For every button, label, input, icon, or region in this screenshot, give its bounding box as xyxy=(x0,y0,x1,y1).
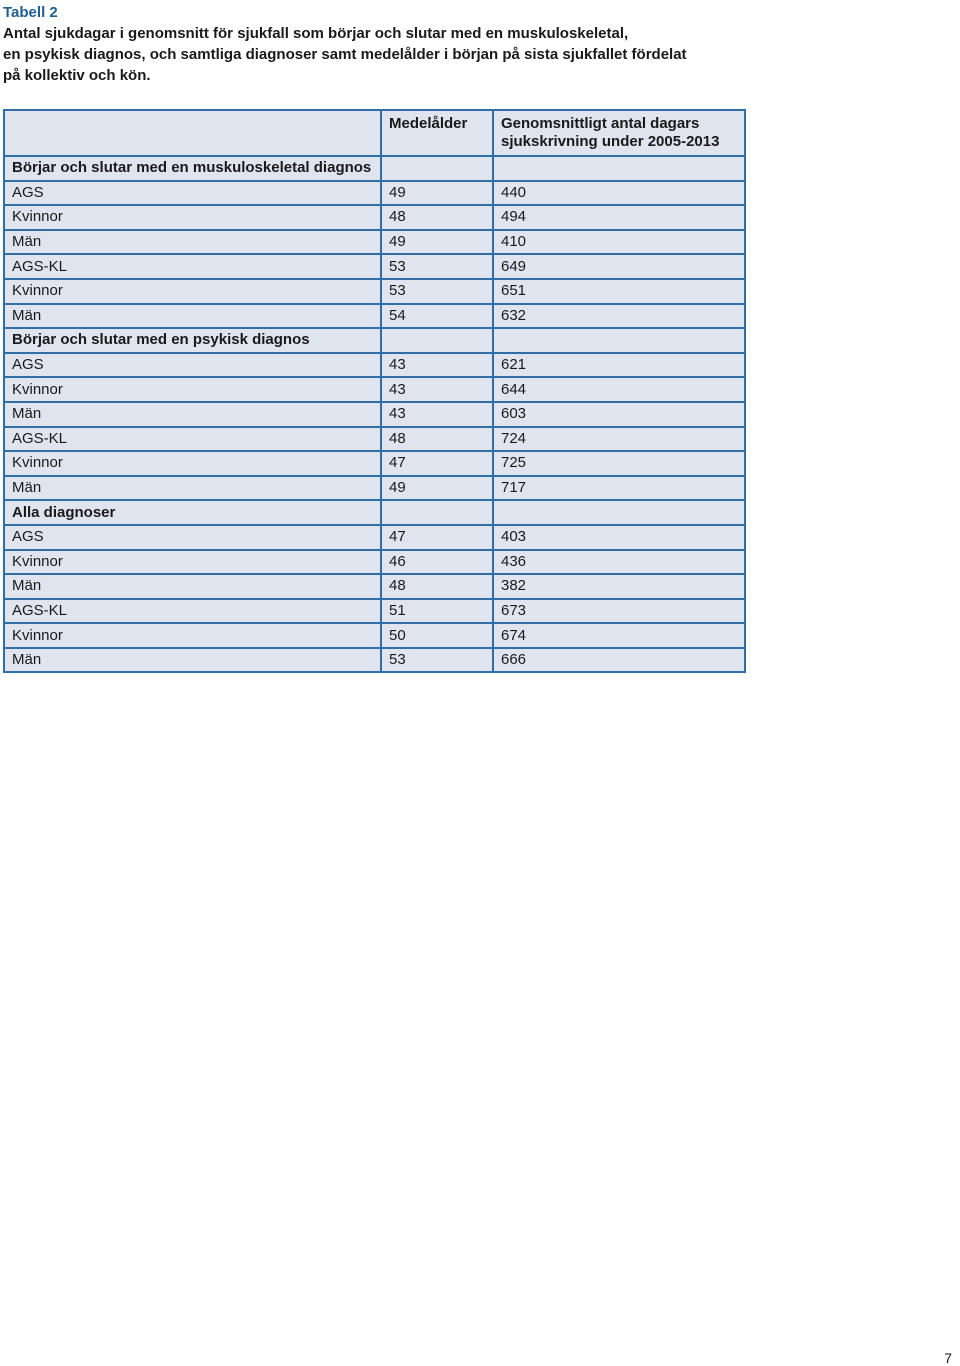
page-number: 7 xyxy=(944,1350,952,1366)
mean-age-cell: 49 xyxy=(381,476,493,501)
mean-age-cell: 48 xyxy=(381,205,493,230)
table-row xyxy=(4,599,745,624)
table-row xyxy=(4,623,745,648)
row-label: AGS xyxy=(4,525,381,550)
caption-line: Antal sjukdagar i genomsnitt för sjukfall som börjar och slutar med en muskuloskeletal, xyxy=(3,25,629,42)
row-label: Män xyxy=(4,574,381,599)
table-row xyxy=(4,451,745,476)
row-label: AGS xyxy=(4,181,381,206)
avg-days-cell: 644 xyxy=(493,377,745,402)
table-body xyxy=(4,156,745,672)
row-label: Män xyxy=(4,402,381,427)
section-header-row xyxy=(4,328,745,353)
row-label: Kvinnor xyxy=(4,205,381,230)
section-title: Börjar och slutar med en muskuloskeletal diagnos xyxy=(4,156,381,181)
header-avg-sick-days: Genomsnittligt antal dagars sjukskrivning under 2005-2013 xyxy=(493,110,745,156)
mean-age-cell: 53 xyxy=(381,648,493,673)
table-row xyxy=(4,181,745,206)
row-label: Män xyxy=(4,304,381,329)
table-row xyxy=(4,377,745,402)
avg-days-cell: 666 xyxy=(493,648,745,673)
row-label: AGS-KL xyxy=(4,427,381,452)
row-label: Män xyxy=(4,230,381,255)
section-empty-cell xyxy=(381,500,493,525)
section-empty-cell xyxy=(493,500,745,525)
mean-age-cell: 51 xyxy=(381,599,493,624)
table-row xyxy=(4,230,745,255)
table-row xyxy=(4,648,745,673)
mean-age-cell: 47 xyxy=(381,525,493,550)
mean-age-cell: 53 xyxy=(381,254,493,279)
mean-age-cell: 48 xyxy=(381,574,493,599)
table-row xyxy=(4,402,745,427)
section-title: Börjar och slutar med en psykisk diagnos xyxy=(4,328,381,353)
mean-age-cell: 53 xyxy=(381,279,493,304)
row-label: Kvinnor xyxy=(4,451,381,476)
mean-age-cell: 54 xyxy=(381,304,493,329)
table-row xyxy=(4,476,745,501)
section-header-row xyxy=(4,500,745,525)
row-label: AGS-KL xyxy=(4,599,381,624)
avg-days-cell: 673 xyxy=(493,599,745,624)
avg-days-cell: 382 xyxy=(493,574,745,599)
row-label: Kvinnor xyxy=(4,377,381,402)
section-header-row xyxy=(4,156,745,181)
section-empty-cell xyxy=(381,328,493,353)
mean-age-cell: 49 xyxy=(381,230,493,255)
section-empty-cell xyxy=(493,328,745,353)
header-empty-cell xyxy=(4,110,381,156)
avg-days-cell: 440 xyxy=(493,181,745,206)
mean-age-cell: 43 xyxy=(381,353,493,378)
table-row xyxy=(4,550,745,575)
row-label: Kvinnor xyxy=(4,279,381,304)
section-empty-cell xyxy=(493,156,745,181)
avg-days-cell: 494 xyxy=(493,205,745,230)
caption-line: på kollektiv och kön. xyxy=(3,67,151,84)
row-label: AGS-KL xyxy=(4,254,381,279)
avg-days-cell: 603 xyxy=(493,402,745,427)
row-label: AGS xyxy=(4,353,381,378)
avg-days-cell: 436 xyxy=(493,550,745,575)
row-label: Män xyxy=(4,476,381,501)
table-row xyxy=(4,304,745,329)
table-row xyxy=(4,205,745,230)
avg-days-cell: 632 xyxy=(493,304,745,329)
mean-age-cell: 49 xyxy=(381,181,493,206)
row-label: Män xyxy=(4,648,381,673)
avg-days-cell: 410 xyxy=(493,230,745,255)
avg-days-cell: 651 xyxy=(493,279,745,304)
row-label: Kvinnor xyxy=(4,550,381,575)
avg-days-cell: 717 xyxy=(493,476,745,501)
row-label: Kvinnor xyxy=(4,623,381,648)
table-row xyxy=(4,525,745,550)
table-caption xyxy=(3,23,723,86)
mean-age-cell: 43 xyxy=(381,402,493,427)
table-row xyxy=(4,427,745,452)
avg-days-cell: 403 xyxy=(493,525,745,550)
section-title: Alla diagnoser xyxy=(4,500,381,525)
section-empty-cell xyxy=(381,156,493,181)
mean-age-cell: 47 xyxy=(381,451,493,476)
mean-age-cell: 48 xyxy=(381,427,493,452)
header-mean-age: Medelålder xyxy=(381,110,493,156)
avg-days-cell: 674 xyxy=(493,623,745,648)
sick-days-table xyxy=(3,109,746,673)
mean-age-cell: 46 xyxy=(381,550,493,575)
table-label: Tabell 2 xyxy=(3,4,58,21)
table-row xyxy=(4,254,745,279)
caption-line: en psykisk diagnos, och samtliga diagnoser samt medelålder i början på sista sjukfallet fördelat xyxy=(3,46,687,63)
avg-days-cell: 725 xyxy=(493,451,745,476)
avg-days-cell: 649 xyxy=(493,254,745,279)
table-row xyxy=(4,353,745,378)
table-row xyxy=(4,279,745,304)
avg-days-cell: 621 xyxy=(493,353,745,378)
mean-age-cell: 50 xyxy=(381,623,493,648)
table-header-row xyxy=(4,110,745,156)
avg-days-cell: 724 xyxy=(493,427,745,452)
table-row xyxy=(4,574,745,599)
mean-age-cell: 43 xyxy=(381,377,493,402)
